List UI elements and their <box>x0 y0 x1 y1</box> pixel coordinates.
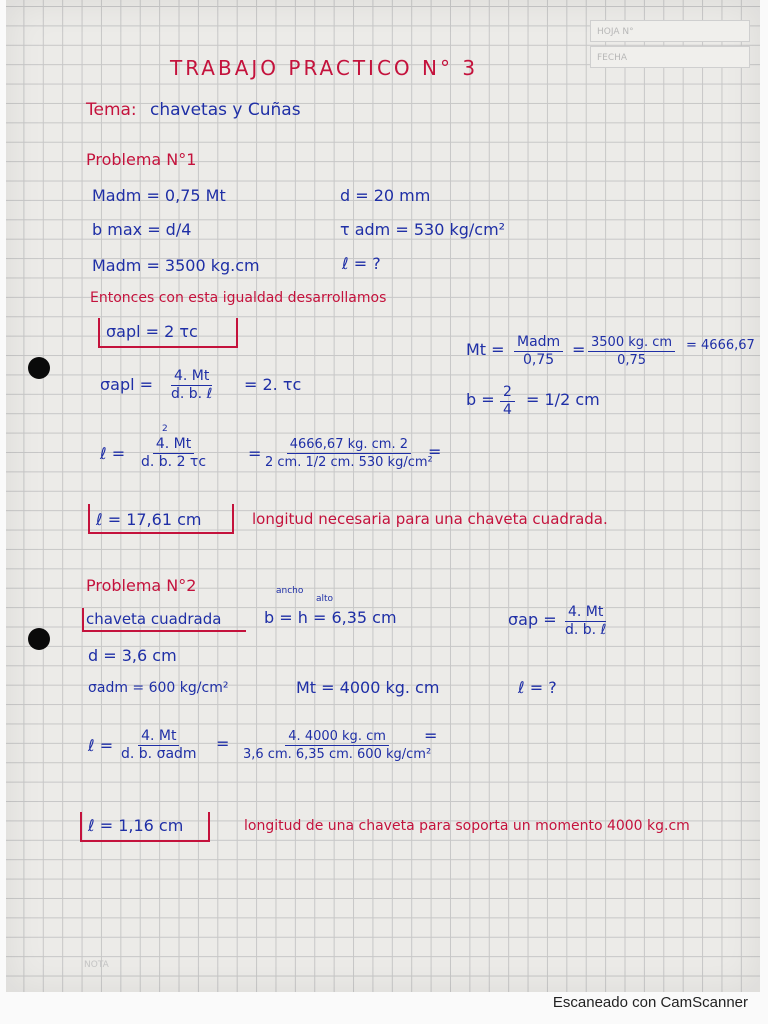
p1-mt-frac2 <box>588 334 675 369</box>
p2-l-num2: 4. 4000 kg. cm <box>285 728 389 746</box>
p1-b-fraction <box>500 384 515 419</box>
tema-label: Tema: <box>86 100 137 120</box>
p2-sigma-fraction <box>562 604 609 639</box>
p1-l-eq2: = <box>428 442 442 461</box>
problem-2-heading: Problema N°2 <box>86 576 197 595</box>
graph-paper-sheet <box>6 0 760 992</box>
p1-b-den: 4 <box>503 402 512 418</box>
p1-intro: Entonces con esta igualdad desarrollamos <box>90 290 387 306</box>
camscanner-watermark: Escaneado con CamScanner <box>552 994 748 1011</box>
fecha-field: FECHA <box>590 46 750 68</box>
p1-sigma-lhs: σapl = <box>100 375 154 394</box>
p2-l-fraction <box>118 728 200 763</box>
p1-madm: Madm = 0,75 Mt <box>92 186 226 205</box>
p2-l-den2: 3,6 cm. 6,35 cm. 600 kg/cm² <box>243 747 432 762</box>
page-title: TRABAJO PRACTICO N° 3 <box>170 56 479 80</box>
p2-l-eq2: = <box>424 726 438 745</box>
p1-result: ℓ = 17,61 cm <box>96 510 202 529</box>
p1-mt-num1: Madm <box>514 334 563 352</box>
p2-l-den: d. b. σadm <box>121 746 197 762</box>
p1-mt-result: = 4666,67 <box>686 338 755 353</box>
hoja-field: HOJA N° <box>590 20 750 42</box>
p1-d: d = 20 mm <box>340 186 431 205</box>
p2-result-note: longitud de una chaveta para soporta un momento 4000 kg.cm <box>244 818 690 834</box>
p2-ancho-note: ancho <box>276 586 304 596</box>
p1-mt-frac1 <box>514 334 563 369</box>
p2-mt: Mt = 4000 kg. cm <box>296 678 440 697</box>
p1-mt-lhs: Mt = <box>466 340 505 359</box>
p1-sigma-rhs: = 2. τc <box>244 375 302 394</box>
p2-l-unknown: ℓ = ? <box>518 678 557 697</box>
p1-l-den2: 2 cm. 1/2 cm. 530 kg/cm² <box>265 455 433 470</box>
p2-sigma-den: d. b. ℓ <box>565 622 607 638</box>
p1-madm2: Madm = 3500 kg.cm <box>92 256 260 275</box>
p1-l-lhs: ℓ = <box>100 444 126 463</box>
p1-boxed-equation: σapl = 2 τc <box>106 322 198 341</box>
p1-l-fraction2 <box>262 436 436 471</box>
binder-hole-top <box>28 357 50 379</box>
p1-sigma-fraction <box>168 368 215 403</box>
p1-l-fraction <box>138 436 209 471</box>
p1-b-num: 2 <box>500 384 515 402</box>
p1-l-eq: = <box>248 444 262 463</box>
p1-l-num2: 4666,67 kg. cm. 2 <box>287 436 411 454</box>
p2-l-eq: = <box>216 734 230 753</box>
p2-l-num: 4. Mt <box>138 728 179 746</box>
p1-l-unknown: ℓ = ? <box>342 254 381 273</box>
p1-b-result: = 1/2 cm <box>526 390 600 409</box>
p1-b-lhs: b = <box>466 390 495 409</box>
p2-sigma-lhs: σap = <box>508 610 557 629</box>
p1-mt-den1: 0,75 <box>523 352 555 368</box>
problem-1-heading: Problema N°1 <box>86 150 197 169</box>
p1-mt-eq: = <box>572 340 586 359</box>
p1-sigma-den: d. b. ℓ <box>171 386 213 402</box>
p1-l-den: d. b. 2 τc <box>141 454 207 470</box>
nota-label: NOTA <box>84 960 109 970</box>
p2-result: ℓ = 1,16 cm <box>88 816 184 835</box>
p2-sadm: σadm = 600 kg/cm² <box>88 680 229 696</box>
p2-chaveta: chaveta cuadrada <box>86 610 222 628</box>
p2-alto-note: alto <box>316 594 334 604</box>
binder-hole-bottom <box>28 628 50 650</box>
p2-l-lhs: ℓ = <box>88 736 114 755</box>
p1-result-note: longitud necesaria para una chaveta cuadrada. <box>252 510 608 528</box>
p1-bmax: b max = d/4 <box>92 220 192 239</box>
p1-sigma-num: 4. Mt <box>171 368 212 386</box>
p2-d: d = 3,6 cm <box>88 646 177 665</box>
p1-l-superscript: 2 <box>162 424 168 434</box>
p1-mt-num2: 3500 kg. cm <box>588 334 675 352</box>
p1-tadm: τ adm = 530 kg/cm² <box>340 220 506 239</box>
p1-l-num: 4. Mt <box>153 436 194 454</box>
p1-mt-den2: 0,75 <box>617 353 647 368</box>
p2-sigma-num: 4. Mt <box>565 604 606 622</box>
p2-bh: b = h = 6,35 cm <box>264 608 397 627</box>
tema-text: chavetas y Cuñas <box>150 100 301 120</box>
p2-l-fraction2 <box>240 728 434 763</box>
